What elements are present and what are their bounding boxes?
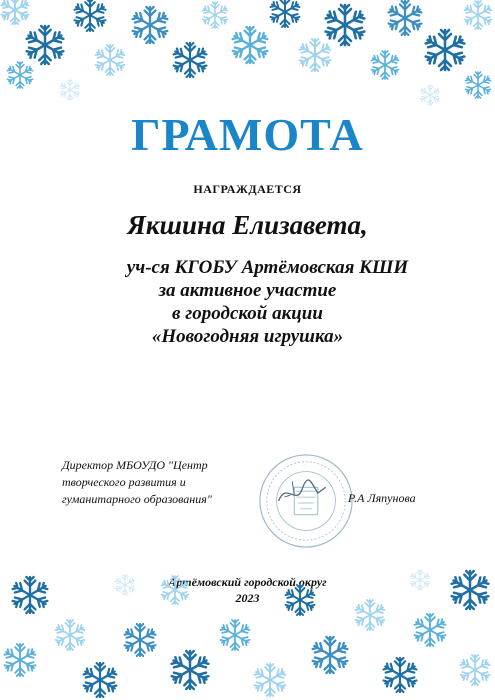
snowflake-icon [83, 663, 118, 697]
snowflake-icon [371, 51, 399, 79]
recipient-name: Якшина Елизавета, [127, 210, 368, 240]
director-title [62, 457, 262, 508]
description-line: за активное участие [158, 280, 337, 301]
footer-year: 2023 [235, 591, 260, 605]
snowflake-icon [7, 62, 33, 88]
director-line: гуманитарного образования" [62, 492, 212, 506]
snowflake-icon [232, 27, 269, 63]
snowflake-icon [312, 637, 349, 673]
snowflake-icon [202, 2, 228, 28]
snowflake-icon [325, 5, 366, 45]
snowflake-icon [254, 664, 287, 696]
snowflake-icon [299, 39, 332, 71]
snowflake-icon [414, 614, 447, 646]
footer-place: Артёмовский городской округ [168, 575, 327, 589]
description-line: «Новогодняя игрушка» [151, 326, 344, 347]
snowflake-icon [383, 658, 418, 692]
snowflake-icon [132, 7, 169, 43]
snowflake-icon [465, 72, 491, 98]
award-description [0, 256, 495, 348]
description-line: уч-ся КГОБУ Артёмовская КШИ [126, 257, 409, 278]
director-line: Директор МБОУДО "Центр [62, 458, 208, 472]
snowflake-icon [173, 43, 208, 77]
snowflake-icon [26, 26, 65, 64]
snowflake-icon [220, 620, 250, 650]
snowflake-icon [270, 0, 300, 27]
snowflake-icon [1, 0, 29, 24]
snowflake-icon [171, 651, 210, 689]
top-snowflake-border [0, 0, 495, 110]
snowflake-icon [124, 624, 157, 656]
snowflake-icon [4, 644, 37, 676]
round-seal-icon [257, 452, 355, 550]
snowflake-icon [74, 0, 107, 31]
certificate-title: ГРАМОТА [131, 109, 364, 160]
signer-name: Р.А Ляпунова [348, 491, 416, 505]
footer [0, 574, 495, 606]
director-line: творческого развития и [62, 475, 186, 489]
snowflake-icon [60, 80, 80, 100]
snowflake-icon [420, 85, 440, 105]
snowflake-icon [460, 655, 490, 685]
snowflake-icon [95, 45, 125, 75]
snowflake-icon [464, 1, 492, 29]
snowflake-icon [388, 1, 423, 35]
snowflake-icon [55, 620, 85, 650]
snowflake-icon [425, 30, 466, 70]
description-line: в городской акции [172, 303, 323, 324]
awarded-label: НАГРАЖДАЕТСЯ [193, 182, 302, 196]
